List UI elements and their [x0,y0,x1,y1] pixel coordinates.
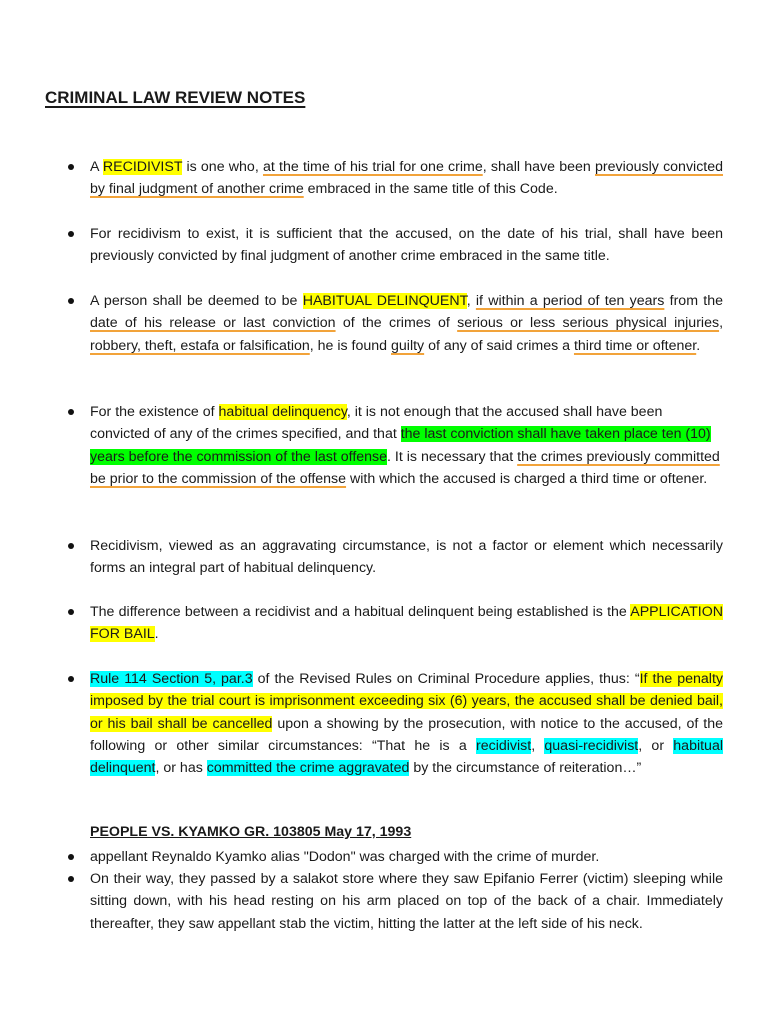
note-habitual-delinquent: A person shall be deemed to be HABITUAL DELINQUENT, if within a period of ten years from the date of his release or last conviction of the crimes of serious or less serious physical injuries, robbery, theft, estafa or falsification, he is found guilty of any of said crimes a third time or oftener. [90,290,723,357]
case-item-charge: appellant Reynaldo Kyamko alias "Dodon" was charged with the crime of murder. [90,846,723,868]
highlight-recidivist: RECIDIVIST [102,159,183,175]
case-heading: PEOPLE VS. KYAMKO GR. 103805 May 17, 1993 [90,824,412,840]
note-aggravating-circumstance: Recidivism, viewed as an aggravating circumstance, is not a factor or element which necessarily forms an integral part of habitual delinquency. [90,535,723,580]
highlight-application-for-bail: APPLICATION FOR BAIL [90,604,723,643]
highlight-penalty: If the penalty imposed by the trial court is imprisonment exceeding six (6) years, the accused shall be denied bail, or his bail shall be cancelled [90,671,723,732]
note-recidivist: A RECIDIVIST is one who, at the time of his trial for one crime, shall have been previously convicted by final judgment of another crime embraced in the same title of this Code. [90,156,723,201]
note-habitual-delinquency-existence: For the existence of habitual delinquency, it is not enough that the accused shall have been convicted of any of the crimes specified, and that the last conviction shall have taken place ten (10) years before the commission of the last offense. It is necessary that the crimes previously committed be prior to the commission of the offense with which the accused is charged a third time or oftener. [90,401,723,490]
note-difference: The difference between a recidivist and a habitual delinquent being established is the APPLICATION FOR BAIL. [90,601,723,646]
note-recidivism-existence: For recidivism to exist, it is sufficient that the accused, on the date of his trial, shall have been previously convicted by final judgment of another crime embraced in the same title. [90,223,723,268]
note-rule-114: Rule 114 Section 5, par.3 of the Revised Rules on Criminal Procedure applies, thus: “If the penalty imposed by the trial court is imprisonment exceeding six (6) years, the accused shall be denied bail, or his bail shall be cancelled upon a showing by the prosecution, with notice to the accused, of the following or other similar circumstances: “That he is a recidivist, quasi-recidivist, or habitual delinquent, or has committed the crime aggravated by the circumstance of reiteration…” [90,668,723,779]
case-item-facts: On their way, they passed by a salakot store where they saw Epifanio Ferrer (victim) sleeping while sitting down, with his head resting on his arm placed on top of the back of a chair. Immediately thereafter, they saw appellant stab the victim, hitting the latter at the left side of his neck. [90,868,723,935]
highlight-habitual-delinquent: HABITUAL DELINQUENT [302,293,467,309]
highlight-habitual-delinquency: habitual delinquency [218,404,347,420]
page-title: CRIMINAL LAW REVIEW NOTES [45,88,306,107]
highlight-last-conviction: the last conviction shall have taken place ten (10) years before the commission of the last offense [90,426,711,465]
highlight-rule-114: Rule 114 Section 5, par.3 [90,671,253,687]
